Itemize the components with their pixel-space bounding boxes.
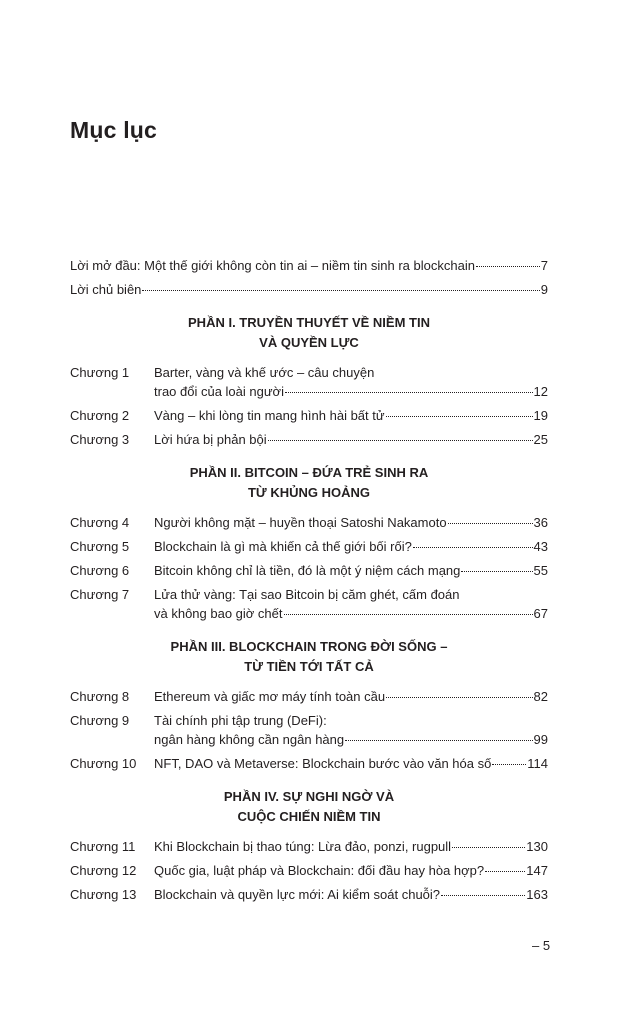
chapter-title-line: Vàng – khi lòng tin mang hình hài bất tử	[154, 408, 385, 423]
toc-entry-foreword[interactable]	[70, 256, 548, 275]
chapter-title-line: Blockchain và quyền lực mới: Ai kiểm soát chuỗi?	[154, 887, 441, 902]
toc-chapter-6[interactable]	[70, 561, 548, 580]
chapter-label: Chương 3	[70, 432, 130, 447]
chapter-label: Chương 12	[70, 863, 137, 878]
chapter-label: Chương 2	[70, 408, 130, 423]
chapter-title-line: Barter, vàng và khế ước – câu chuyện	[154, 365, 375, 380]
leader-dots	[285, 392, 533, 393]
chapter-title-line: và không bao giờ chết	[154, 606, 283, 621]
toc-chapter-12[interactable]	[70, 861, 548, 880]
page-number: – 5	[532, 938, 551, 953]
chapter-title-line: Ethereum và giấc mơ máy tính toàn cầu	[154, 689, 386, 704]
toc-chapter-7[interactable]	[70, 585, 548, 623]
leader-dots	[452, 847, 525, 848]
leader-dots	[345, 740, 532, 741]
part-heading-3	[70, 637, 548, 677]
leader-dots	[485, 871, 525, 872]
chapter-label: Chương 6	[70, 563, 130, 578]
leader-dots	[476, 266, 540, 267]
chapter-label: Chương 11	[70, 839, 136, 854]
part-heading-line: PHẦN II. BITCOIN – ĐỨA TRẺ SINH RA	[189, 465, 429, 480]
leader-dots	[284, 614, 533, 615]
toc-entry-editor-note[interactable]	[70, 280, 548, 299]
toc-chapter-4[interactable]	[70, 513, 548, 532]
chapter-title-line: Lửa thử vàng: Tại sao Bitcoin bị căm ghét, cấm đoán	[154, 587, 460, 602]
chapter-page: 114	[527, 756, 548, 771]
chapter-page: 67	[533, 606, 548, 621]
chapter-label: Chương 9	[70, 713, 130, 728]
chapter-title-line: trao đổi của loài người	[154, 384, 284, 399]
chapter-title-line: Tài chính phi tập trung (DeFi):	[154, 713, 327, 728]
leader-dots	[386, 416, 533, 417]
chapter-title-line: Blockchain là gì mà khiến cả thế giới bối rối?	[154, 539, 412, 554]
toc-chapter-1[interactable]	[70, 363, 548, 401]
chapter-page: 25	[533, 432, 548, 447]
part-heading-1	[70, 313, 548, 353]
toc-chapter-13[interactable]	[70, 885, 548, 904]
leader-dots	[448, 523, 533, 524]
chapter-title-line: Lời hứa bị phản bội	[154, 432, 267, 447]
leader-dots	[413, 547, 533, 548]
chapter-page: 55	[533, 563, 548, 578]
leader-dots	[386, 697, 532, 698]
leader-dots	[441, 895, 525, 896]
table-of-contents	[70, 256, 548, 904]
chapter-title-line: ngân hàng không cần ngân hàng	[154, 732, 345, 747]
part-heading-line: TỪ KHỦNG HOẢNG	[247, 485, 370, 500]
chapter-page: 99	[533, 732, 548, 747]
chapter-title-line: Người không mặt – huyền thoại Satoshi Nakamoto	[154, 515, 447, 530]
toc-chapter-10[interactable]	[70, 754, 548, 773]
part-heading-2	[70, 463, 548, 503]
part-heading-line: PHẦN IV. SỰ NGHI NGỜ VÀ	[223, 789, 395, 804]
chapter-label: Chương 5	[70, 539, 130, 554]
part-heading-line: TỪ TIỀN TỚI TẤT CẢ	[244, 659, 374, 674]
toc-entry-title: Lời chủ biên	[70, 282, 142, 297]
toc-chapter-8[interactable]	[70, 687, 548, 706]
chapter-page: 130	[526, 839, 548, 854]
leader-dots	[268, 440, 533, 441]
chapter-title-line: Quốc gia, luật pháp và Blockchain: đối đầu hay hòa hợp?	[154, 863, 485, 878]
part-heading-4	[70, 787, 548, 827]
toc-chapter-9[interactable]	[70, 711, 548, 749]
chapter-title-line: Bitcoin không chỉ là tiền, đó là một ý niệm cách mạng	[154, 563, 461, 578]
chapter-page: 36	[533, 515, 548, 530]
chapter-title-line: NFT, DAO và Metaverse: Blockchain bước vào văn hóa số	[154, 756, 492, 771]
toc-entry-page: 9	[540, 282, 548, 297]
chapter-label: Chương 10	[70, 756, 137, 771]
toc-entry-page: 7	[540, 258, 548, 273]
part-heading-line: VÀ QUYỀN LỰC	[259, 335, 359, 350]
chapter-page: 82	[533, 689, 548, 704]
part-heading-line: CUỘC CHIẾN NIỀM TIN	[237, 809, 381, 824]
toc-chapter-2[interactable]	[70, 406, 548, 425]
chapter-label: Chương 7	[70, 587, 130, 602]
chapter-label: Chương 13	[70, 887, 137, 902]
chapter-label: Chương 8	[70, 689, 130, 704]
leader-dots	[461, 571, 532, 572]
toc-chapter-3[interactable]	[70, 430, 548, 449]
toc-chapter-5[interactable]	[70, 537, 548, 556]
toc-chapter-11[interactable]	[70, 837, 548, 856]
chapter-page: 163	[526, 887, 548, 902]
chapter-page: 12	[533, 384, 548, 399]
chapter-label: Chương 1	[70, 365, 130, 380]
leader-dots	[142, 290, 539, 291]
part-heading-line: PHẦN III. BLOCKCHAIN TRONG ĐỜI SỐNG –	[170, 639, 448, 654]
part-heading-line: PHẦN I. TRUYỀN THUYẾT VỀ NIỀM TIN	[188, 315, 430, 330]
toc-entry-title: Lời mở đầu: Một thế giới không còn tin ai – niềm tin sinh ra blockchain	[70, 258, 475, 273]
chapter-page: 43	[533, 539, 548, 554]
chapter-page: 19	[533, 408, 548, 423]
chapter-page: 147	[526, 863, 548, 878]
chapter-title-line: Khi Blockchain bị thao túng: Lừa đảo, ponzi, rugpull	[154, 839, 452, 854]
chapter-label: Chương 4	[70, 515, 130, 530]
leader-dots	[492, 764, 526, 765]
page-title: Mục lục	[70, 117, 158, 143]
